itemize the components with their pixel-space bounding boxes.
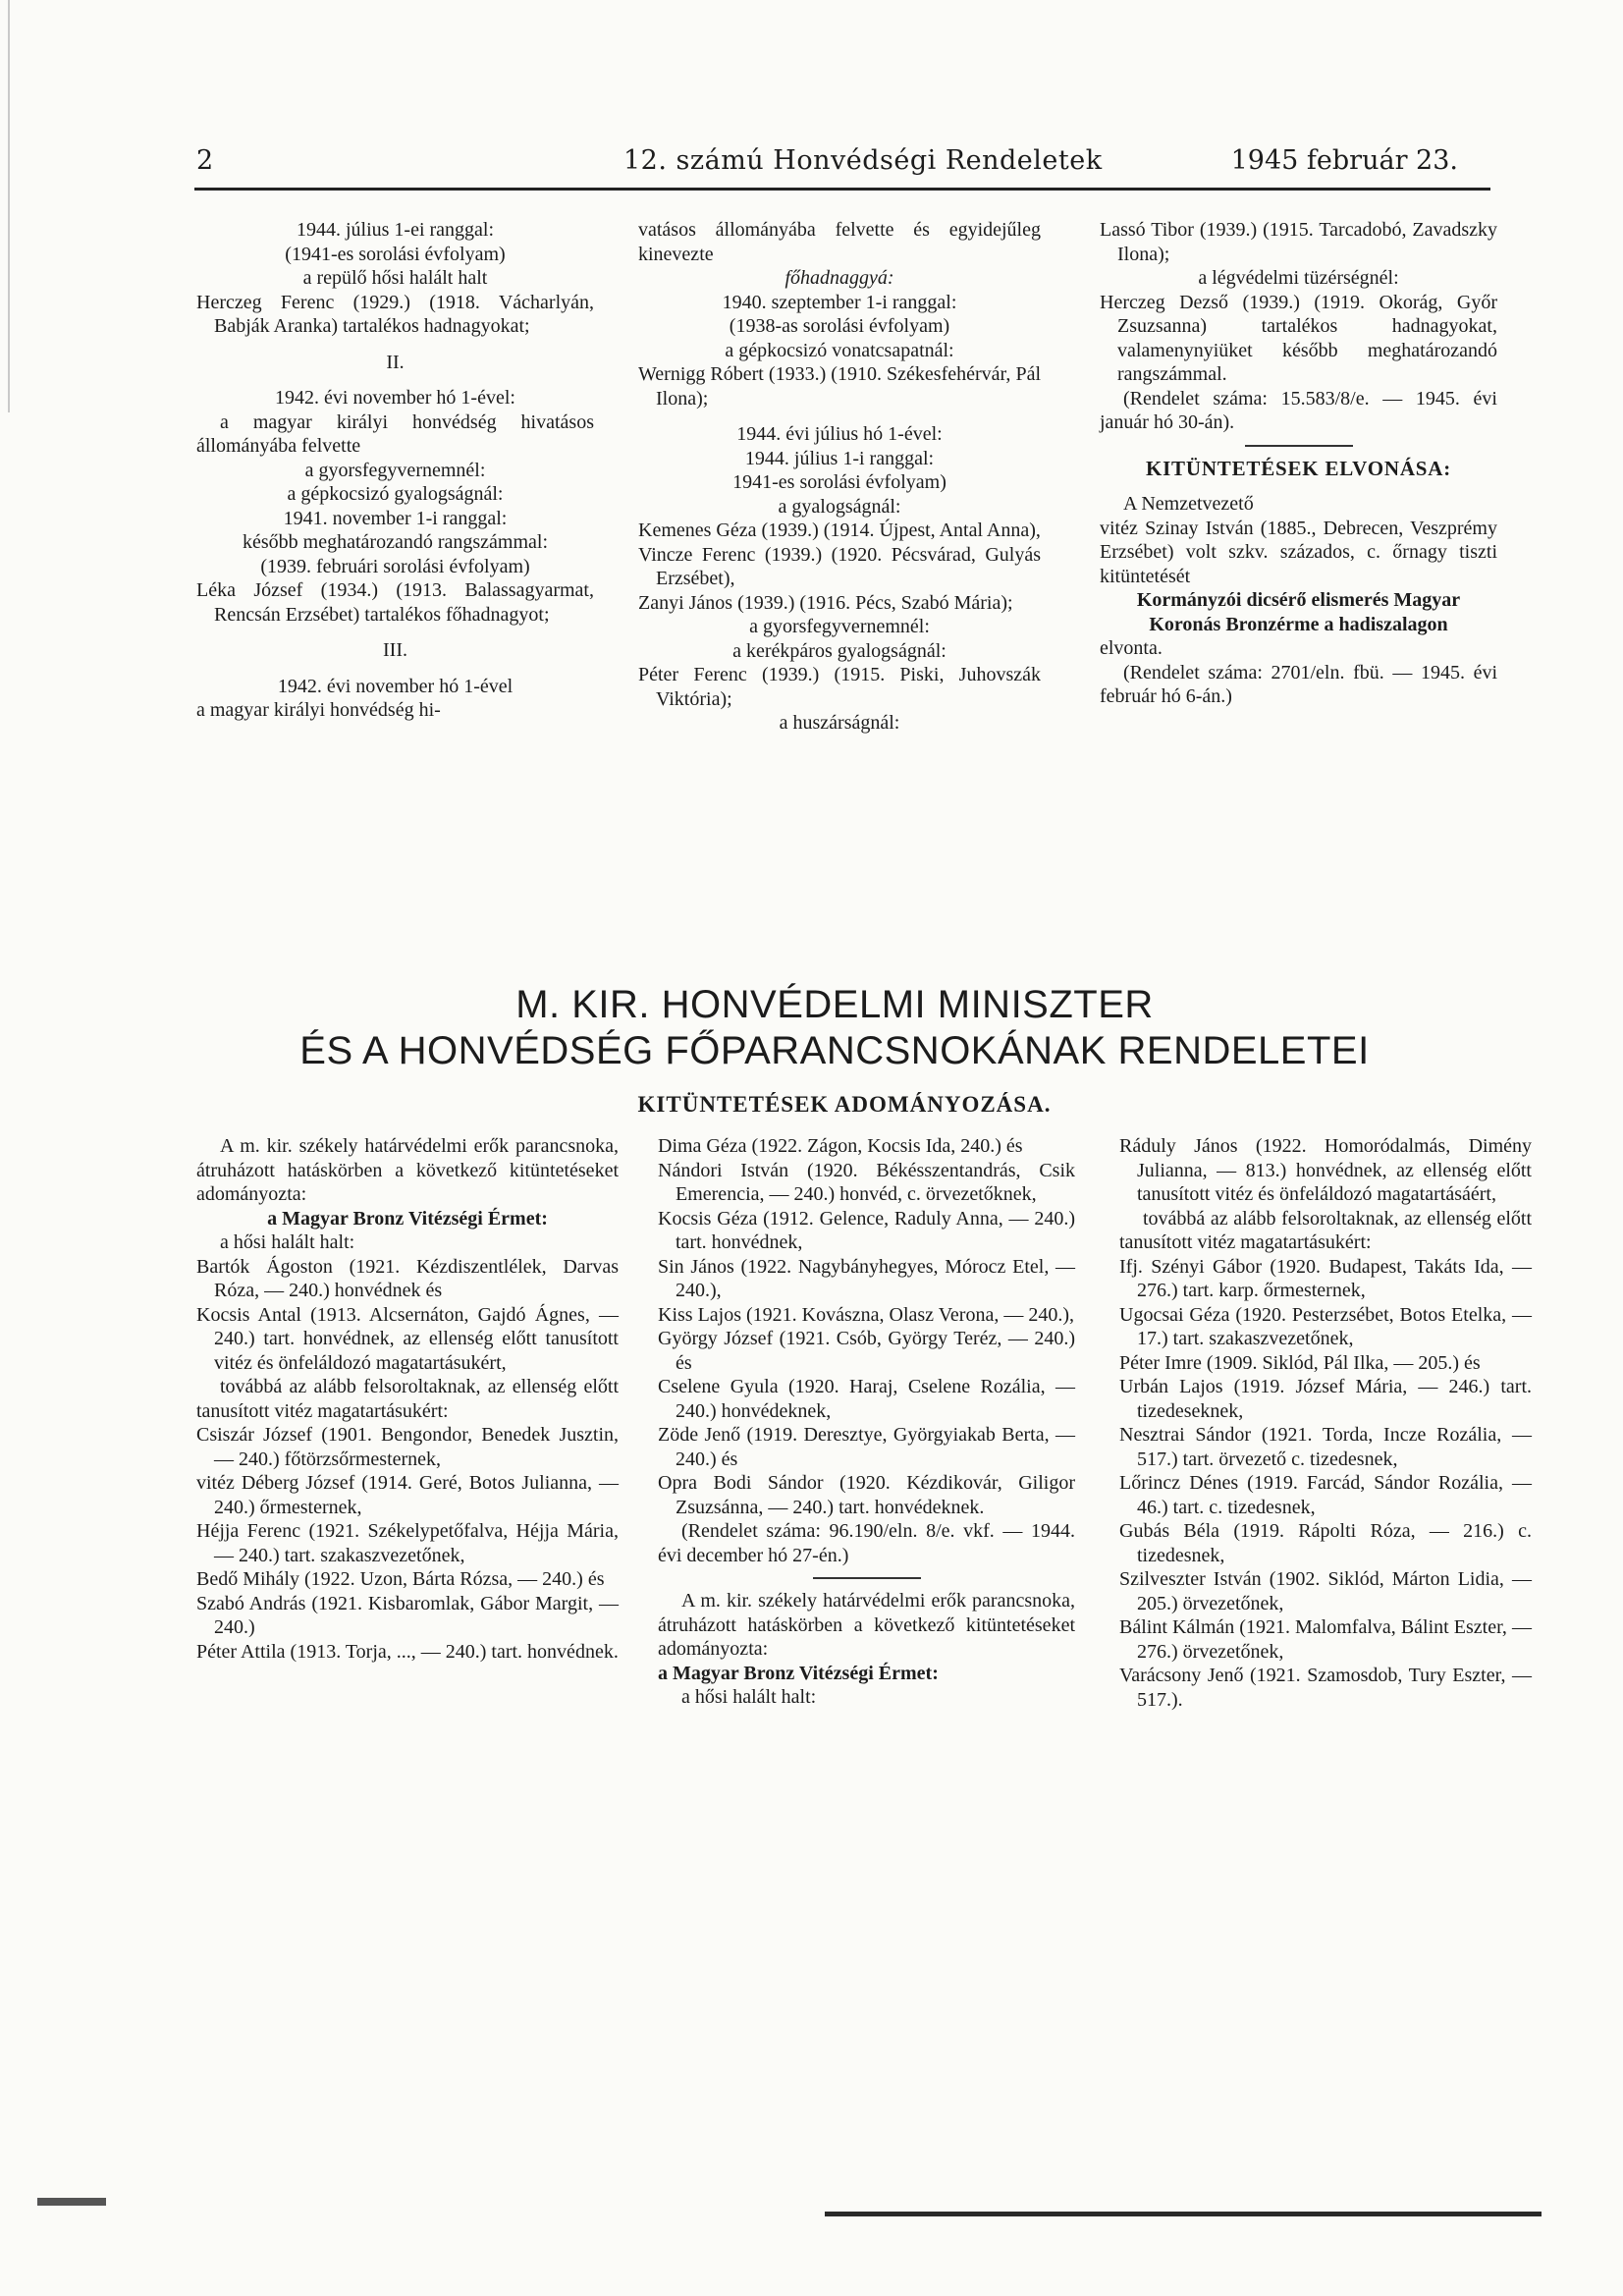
text-entry: Sin János (1922. Nagybányhegyes, Mórocz Etel, — 240.), [658, 1255, 1075, 1301]
text-line: főhadnaggyá: [784, 267, 894, 289]
text-entry: Péter Ferenc (1939.) (1915. Piski, Juhovszák Viktória); [638, 664, 1041, 710]
text-line: a hősi halált halt: [681, 1686, 817, 1708]
text-entry: Ugocsai Géza (1920. Pesterzsébet, Botos Etelka, — 17.) tart. szakaszvezetőnek, [1119, 1303, 1532, 1349]
text-line: a gyorsfegyvernemnél: [749, 616, 930, 637]
separator-rule [1245, 445, 1353, 447]
text-entry: Varácsony Jenő (1921. Szamosdob, Tury Eszter, — 517.). [1119, 1665, 1532, 1711]
text-entry: Lőrincz Dénes (1919. Farcád, Sándor Rozália, — 46.) tart. c. tizedesnek, [1119, 1472, 1532, 1518]
text-line: a gyorsfegyvernemnél: [304, 459, 486, 481]
text-entry: A m. kir. székely határvédelmi erők parancsnoka, átruházott hatáskörben a következő kitüntetéseket adományozta: [196, 1135, 619, 1205]
award-name: Kormányzói dicsérő elismerés Magyar Koronás Bronzérme a hadiszalagon [1136, 589, 1461, 635]
section-heading: KITÜNTETÉSEK ELVONÁSA: [1145, 456, 1452, 480]
text-entry: Kocsis Géza (1912. Gelence, Raduly Anna, — 240.) tart. honvédnek, [658, 1207, 1075, 1253]
text-entry: Cselene Gyula (1920. Haraj, Cselene Rozália, — 240.) honvédeknek, [658, 1376, 1075, 1422]
text-entry: Szilveszter István (1902. Siklód, Márton Lidia, — 205.) örvezetőnek, [1119, 1568, 1532, 1614]
text-line: később meghatározandó rangszámmal: [243, 531, 548, 553]
text-line: 1941-es sorolási évfolyam) [732, 471, 947, 493]
text-entry: Bedő Mihály (1922. Uzon, Bárta Rózsa, — 240.) és [196, 1568, 605, 1590]
text-line: 1944. július 1-i ranggal: [744, 447, 935, 469]
lower-column-1 [196, 1134, 619, 1664]
text-entry: Herczeg Ferenc (1929.) (1918. Vácharlyán, Babják Aranka) tartalékos hadnagyokat; [196, 291, 594, 337]
text-entry: Lassó Tibor (1939.) (1915. Tarcadobó, Zavadszky Ilona); [1100, 219, 1497, 265]
separator-rule [813, 1577, 921, 1579]
text-line: A Nemzetvezető [1123, 493, 1254, 515]
text-entry: Ráduly János (1922. Homoródalmás, Dimény Julianna, — 813.) honvédnek, az ellenség előtt tanusított vitéz és önfeláldozó magatartásáért, [1119, 1135, 1532, 1205]
text-entry: Zanyi János (1939.) (1916. Pécs, Szabó Mária); [638, 591, 1013, 614]
title-line-1: M. KIR. HONVÉDELMI MINISZTER [515, 983, 1154, 1026]
text-line: 1940. szeptember 1-i ranggal: [722, 291, 957, 313]
upper-column-3 [1100, 218, 1497, 709]
text-line: a hősi halált halt: [220, 1231, 355, 1253]
text-line: (1938-as sorolási évfolyam) [729, 315, 950, 337]
text-line: elvonta. [1100, 637, 1163, 659]
text-entry: vatásos állományába felvette és egyidejűleg kinevezte [638, 219, 1041, 265]
text-entry: Vincze Ferenc (1939.) (1920. Pécsvárad, Gulyás Erzsébet), [638, 543, 1041, 589]
text-entry: Urbán Lajos (1919. József Mária, — 246.) tart. tizedeseknek, [1119, 1376, 1532, 1422]
text-line: a magyar királyi honvédség hi- [196, 699, 441, 721]
text-line: 1944. évi július hó 1-ével: [736, 423, 943, 445]
publication-title: 12. számú Honvédségi Rendeletek [623, 145, 1103, 176]
text-line: a gépkocsizó vonatcsapatnál: [725, 339, 954, 361]
text-entry: vitéz Déberg József (1914. Geré, Botos Julianna, — 240.) őrmesternek, [196, 1472, 619, 1518]
text-entry: Bálint Kálmán (1921. Malomfalva, Bálint Eszter, — 276.) örvezetőnek, [1119, 1616, 1532, 1663]
lower-column-2 [658, 1134, 1075, 1710]
text-entry: Herczeg Dezső (1939.) (1919. Okorág, Győr Zsuzsanna) tartalékos hadnagyokat, valamenynyiüket később meghatározandó rangszámmal. [1100, 291, 1497, 385]
upper-column-2 [638, 218, 1041, 736]
text-entry: Kocsis Antal (1913. Alcsernáton, Gajdó Ágnes, — 240.) tart. honvédnek, az ellenség előtt tanusított vitéz és önfeláldozó magatartásukért, [196, 1303, 619, 1374]
text-line: a légvédelmi tüzérségnél: [1198, 267, 1399, 289]
footer-rule [825, 2212, 1542, 2216]
text-entry: Opra Bodi Sándor (1920. Kézdikovár, Giligor Zsuzsánna, — 240.) tart. honvédeknek. [658, 1472, 1075, 1518]
section-numeral: III. [383, 639, 407, 661]
decree-reference: (Rendelet száma: 2701/eln. fbü. — 1945. évi február hó 6-án.) [1100, 661, 1497, 707]
page-number: 2 [196, 145, 214, 176]
text-entry: Szabó András (1921. Kisbaromlak, Gábor Margit, — 240.) [196, 1592, 619, 1638]
text-entry: Nesztrai Sándor (1921. Torda, Incze Rozália, — 517.) tart. örvezető c. tizedesnek, [1119, 1424, 1532, 1470]
title-line-2: ÉS A HONVÉDSÉG FŐPARANCSNOKÁNAK RENDELETEI [299, 1029, 1370, 1072]
text-entry: Gubás Béla (1919. Rápolti Róza, — 216.) c. tizedesnek, [1119, 1520, 1532, 1566]
text-line: a repülő hősi halált halt [302, 267, 488, 289]
awards-heading: KITÜNTETÉSEK ADOMÁNYOZÁSA. [637, 1092, 1052, 1117]
text-entry: Bartók Ágoston (1921. Kézdiszentlélek, Darvas Róza, — 240.) honvédnek és [196, 1255, 619, 1301]
text-entry: Héjja Ferenc (1921. Székelypetőfalva, Héjja Mária, — 240.) tart. szakaszvezetőnek, [196, 1520, 619, 1566]
issue-date: 1945 február 23. [1230, 145, 1458, 176]
award-name: a Magyar Bronz Vitézségi Érmet: [267, 1207, 548, 1230]
text-entry: Kemenes Géza (1939.) (1914. Újpest, Antal Anna), [638, 519, 1041, 541]
text-line: 1942. évi november hó 1-ével [277, 675, 514, 697]
text-entry: A m. kir. székely határvédelmi erők parancsnoka, átruházott hatáskörben a következő kitüntetéseket adományozta: [658, 1590, 1075, 1660]
text-entry: továbbá az alább felsoroltaknak, az ellenség előtt tanusított vitéz magatartásukért: [1119, 1207, 1532, 1253]
text-line: (1939. februári sorolási évfolyam) [260, 555, 530, 577]
page-header [196, 145, 1473, 185]
text-entry: Ifj. Szényi Gábor (1920. Budapest, Takáts Ida, — 276.) tart. karp. őrmesternek, [1119, 1255, 1532, 1301]
lower-column-3 [1119, 1134, 1532, 1712]
binding-shadow [8, 0, 10, 412]
text-entry: Péter Attila (1913. Torja, ..., — 240.) tart. honvédnek. [196, 1640, 619, 1663]
text-entry: Wernigg Róbert (1933.) (1910. Székesfehérvár, Pál Ilona); [638, 363, 1041, 410]
text-entry: Nándori István (1920. Békésszentandrás, Csik Emerencia, — 240.) honvéd, c. örvezetőknek, [658, 1159, 1075, 1205]
decree-reference: (Rendelet száma: 96.190/eln. 8/e. vkf. — 1944. évi december hó 27-én.) [658, 1520, 1075, 1566]
upper-column-1 [196, 218, 594, 723]
text-entry: a magyar királyi honvédség hivatásos állományába felvette [196, 410, 594, 457]
text-entry: Csiszár József (1901. Bengondor, Benedek Jusztin, — 240.) főtörzsőrmesternek, [196, 1424, 619, 1470]
award-name: a Magyar Bronz Vitézségi Érmet: [658, 1662, 939, 1684]
text-entry: Kiss Lajos (1921. Kovászna, Olasz Verona, — 240.), [658, 1303, 1074, 1326]
text-line: 1944. július 1-ei ranggal: [296, 219, 495, 241]
text-line: a kerékpáros gyalogságnál: [732, 639, 947, 662]
text-entry: György József (1921. Csób, György Teréz, — 240.) és [658, 1328, 1075, 1374]
text-line: (1941-es sorolási évfolyam) [285, 243, 506, 265]
section-title [295, 982, 1375, 1074]
section-numeral: II. [386, 351, 405, 373]
text-entry: Léka József (1934.) (1913. Balassagyarmat, Rencsán Erzsébet) tartalékos főhadnagyot; [196, 579, 594, 626]
decree-reference: (Rendelet száma: 15.583/8/e. — 1945. évi január hó 30-án). [1100, 387, 1497, 433]
text-line: 1941. november 1-i ranggal: [283, 507, 508, 529]
header-rule [194, 188, 1490, 191]
text-entry: Zöde Jenő (1919. Deresztye, Györgyiakab Berta, — 240.) és [658, 1424, 1075, 1470]
text-entry: vitéz Szinay István (1885., Debrecen, Veszprémy Erzsébet) volt szkv. százados, c. őrnagy tiszti kitüntetését [1100, 517, 1497, 587]
text-entry: továbbá az alább felsoroltaknak, az ellenség előtt tanusított vitéz magatartásukért: [196, 1376, 619, 1422]
text-entry: Dima Géza (1922. Zágon, Kocsis Ida, 240.) és [658, 1135, 1023, 1157]
text-entry: Péter Imre (1909. Siklód, Pál Ilka, — 205.) és [1119, 1351, 1481, 1374]
text-line: a gyalogságnál: [778, 495, 901, 518]
scan-mark [37, 2198, 106, 2206]
text-line: a huszárságnál: [779, 712, 900, 734]
text-line: 1942. évi november hó 1-ével: [275, 387, 515, 409]
text-line: a gépkocsizó gyalogságnál: [287, 483, 504, 505]
